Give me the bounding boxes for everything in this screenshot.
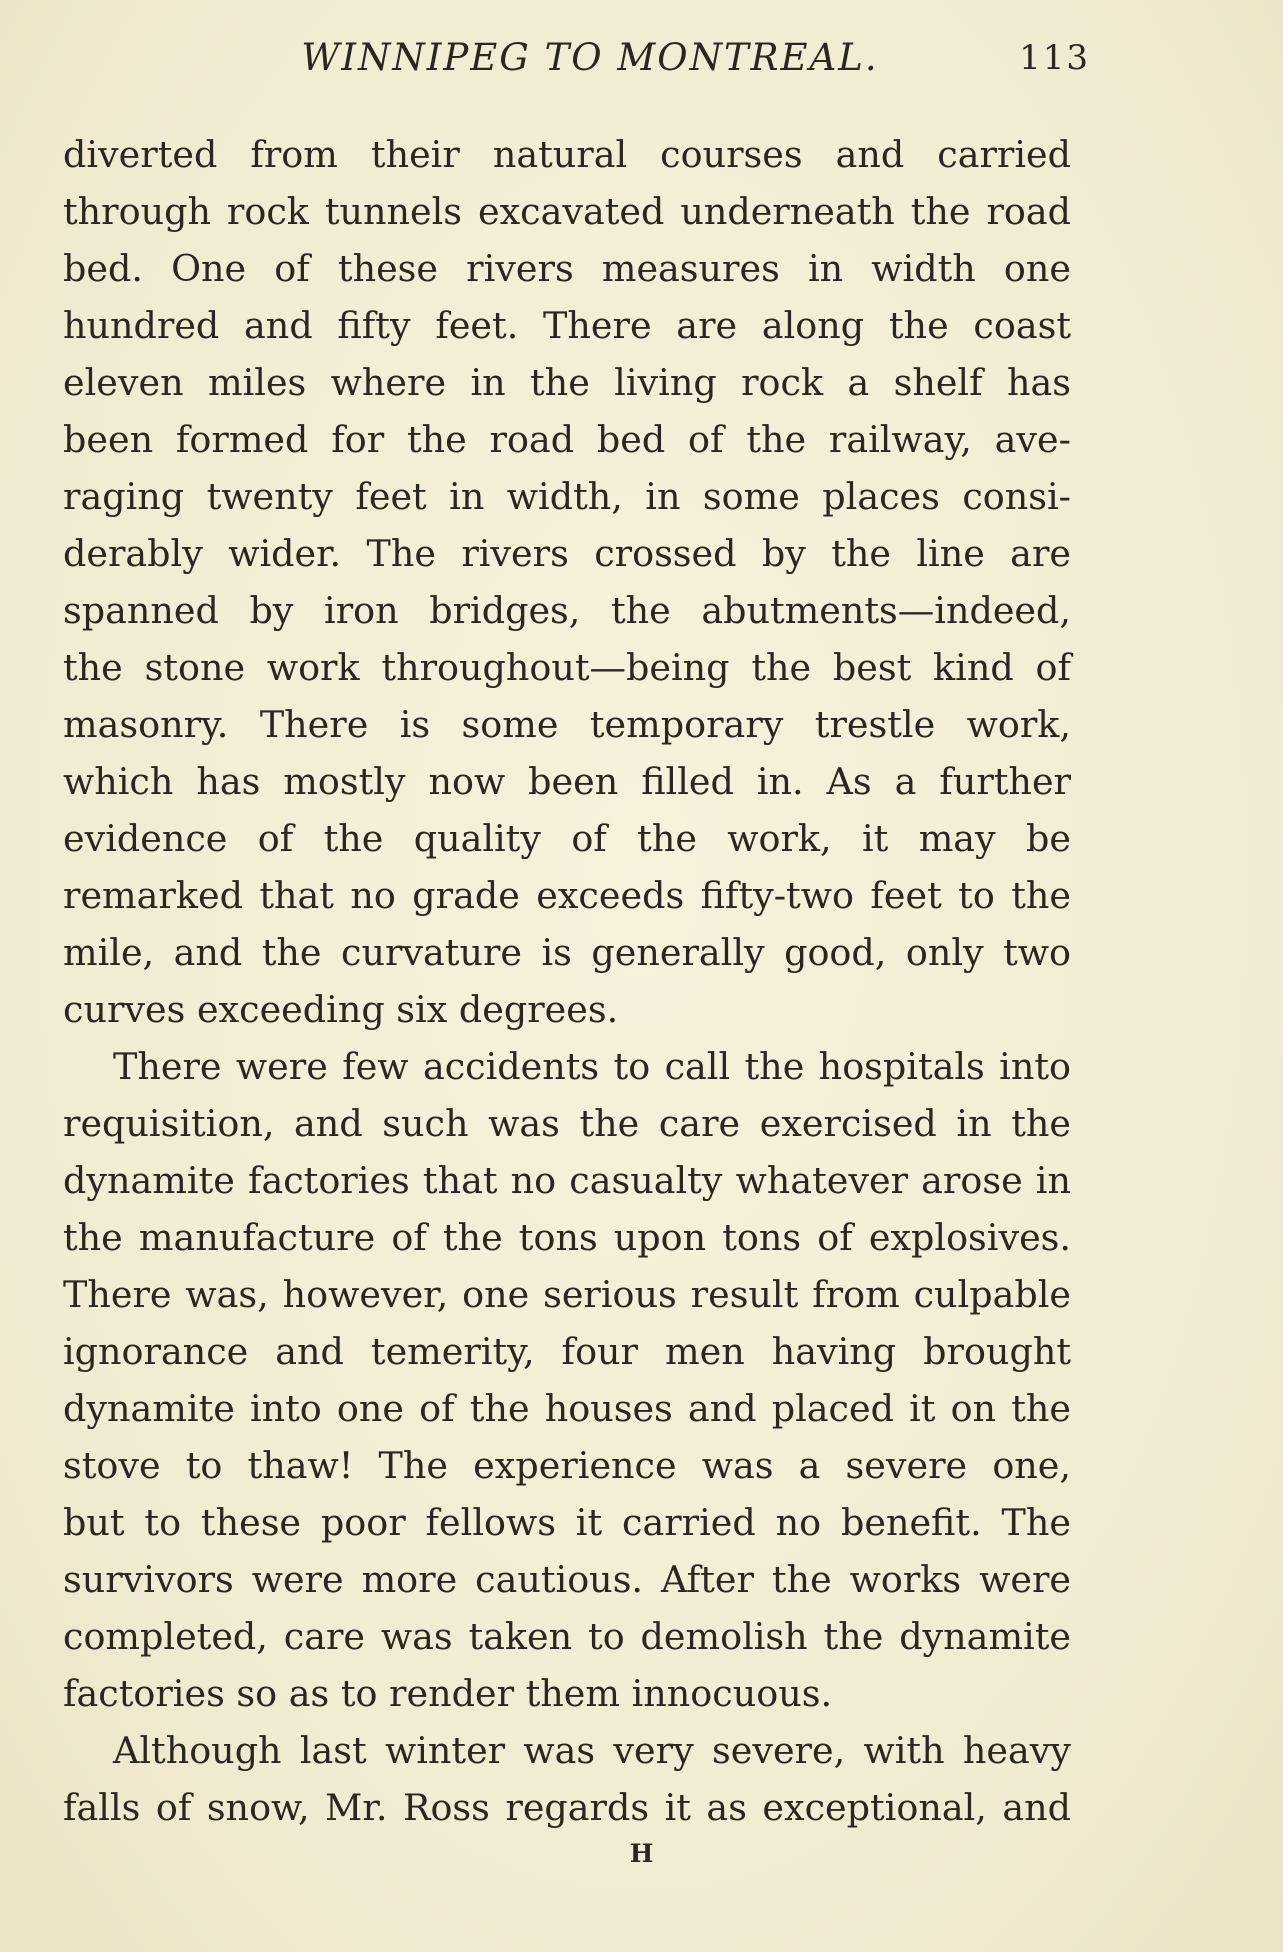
text-line: survivors were more cautious. After the works were [63,1558,1071,1601]
text-line: Although last winter was very severe, with heavy [113,1729,1071,1772]
text-line: stove to thaw! The experience was a severe one, [63,1444,1071,1487]
text-line: derably wider. The rivers crossed by the line are [63,532,1071,575]
text-line: through rock tunnels excavated underneath the road [63,190,1071,233]
text-line: factories so as to render them innocuous. [63,1672,833,1715]
text-line: There were few accidents to call the hospitals into [113,1045,1071,1088]
text-line: spanned by iron bridges, the abutments—indeed, [63,589,1071,632]
text-line: diverted from their natural courses and carried [63,133,1071,176]
body-text [63,126,1071,1836]
running-title: WINNIPEG TO MONTREAL. [301,36,879,79]
text-line: completed, care was taken to demolish the dynamite [63,1615,1071,1658]
text-line: falls of snow, Mr. Ross regards it as exceptional, and [63,1786,1071,1829]
page-number: 113 [1019,38,1090,78]
text-line: bed. One of these rivers measures in width one [63,247,1071,290]
text-line: mile, and the curvature is generally good, only two [63,931,1071,974]
text-line: curves exceeding six degrees. [63,988,619,1031]
text-line: remarked that no grade exceeds fifty-two feet to the [63,874,1071,917]
text-line: hundred and fifty feet. There are along the coast [63,304,1071,347]
text-line: the manufacture of the tons upon tons of explosives. [63,1216,1071,1259]
signature-mark: H [629,1839,654,1868]
text-line: dynamite factories that no casualty whatever arose in [63,1159,1071,1202]
running-head [60,36,1090,80]
text-line: evidence of the quality of the work, it may be [63,817,1071,860]
text-line: requisition, and such was the care exercised in the [63,1102,1071,1145]
text-line: masonry. There is some temporary trestle work, [63,703,1071,746]
text-line: the stone work throughout—being the best kind of [63,646,1071,689]
text-line: which has mostly now been filled in. As a further [63,760,1071,803]
text-line: been formed for the road bed of the railway, ave- [63,418,1071,461]
text-line: eleven miles where in the living rock a shelf has [63,361,1071,404]
text-line: ignorance and temerity, four men having brought [63,1330,1071,1373]
text-line: There was, however, one serious result from culpable [63,1273,1071,1316]
text-line: raging twenty feet in width, in some places consi- [63,475,1071,518]
text-line: but to these poor fellows it carried no benefit. The [63,1501,1071,1544]
text-line: dynamite into one of the houses and placed it on the [63,1387,1071,1430]
